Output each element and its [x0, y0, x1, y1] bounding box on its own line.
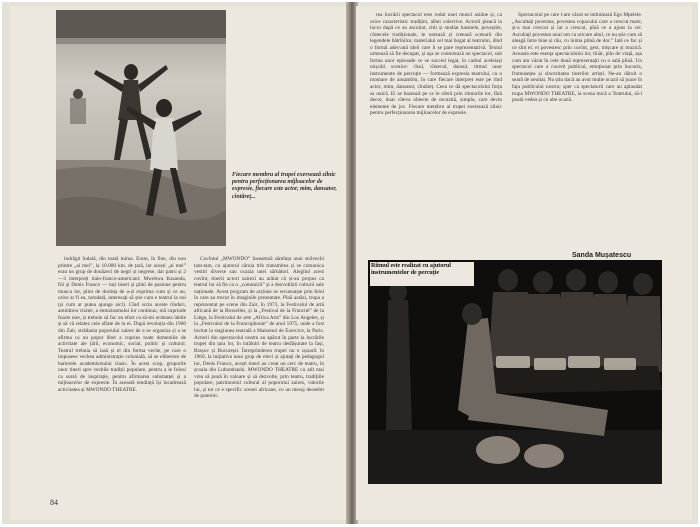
drum-photo-caption: Ritmul este realizat cu ajutorul instrumentelor de percuție [370, 262, 474, 286]
children-photo [56, 10, 226, 246]
left-page [10, 6, 348, 520]
author-signature: Sanda Mușatescu [572, 252, 632, 259]
left-column-2 [194, 256, 324, 516]
right-page [356, 6, 692, 520]
left-column-1 [58, 256, 186, 488]
right-column-1 [370, 12, 502, 256]
left-column-2-text: Cuvîntul „MWONDO” înseamnă sămînța unui străvechi tam-tam, cu ajutorul căruia trib transmitea și se comunica vestiri diverse sau ocazia unei sărbători. Alegînd acest cuvînt, tinerii actori zairezi au arătat că și-au propus ca teatrul lor să fie ca o „comunică” și a dezvoltării culturii sale naționale. Acest program de acțiune se recunoaște prin felul în care au trecut în imaginile prezentate. Pînă astăzi, trupa a reprezentat pe scene din Zair, în 1973, la Festivalul de artă africană de la Bruxelles, și la „Festival de la Francité” de la Liège, la Festivalul de arte „Africa Arts” din Los Angeles, și la „Festivalul de la Francophonie” de anul 1975, unde a fost invitat la stagiunea teatrală a Maisonul de Exercice, la Paris. Actorii din spectacolul nostru au apărut în parte la lucrările trupei din țara lor, în intâlniri de teatru desfășurate la Iași, Brașov și București. Întreprinderea trupei nu e ușoară: în 1960, la inițiativa unui grup de elevi și ajutați de pedagogul lor, Denis Franco, acești tineri au creat un cerc de teatru, în școala din Lubumbashi. MWONDO THEATRE cu atît mai vrea să pună în valoare și să dezvolte, prin teatru, tradițiile populare, patrimoniul cultural al poporului zairez, valorile lui, și tot ce e specific scenei africane, cu un mesaj deosebit de puternic. [194, 256, 324, 400]
children-photo-image [56, 10, 226, 246]
dancers-photo-image [368, 260, 662, 484]
page-number: 84 [50, 498, 58, 507]
right-column-2-text: Spectacolul pe care l-am văzut se intitulează Ego Mpelele. „Ascultați povestea, povestea copacului care a crescut mare, și-a mai crescut și iar a crescut, pînă ce a ajuns la cer. Ascultați povestea unui om ca oricare altul, ce nu știe cum să aleagă între bine și rău, cu inima plină de dor.” Iată ce fac și ce sînt ei: ei povestesc prin cuvînt, gest, mișcare și muzică. Aceasta este esența spectacolului lor, tînăr, plin de viață, așa cum am văzut în cele două reprezentații cu o sală plină. Un spectacol care a cucerit publicul, emoționat prin bucuria, frumusețea și sinceritatea tinerilor artiști. Ne-au dăruit o seară de neuitat. Nu știu dacă au avut multe ocazii să joace în fața publicului nostru; sper ca spectatorii care au aplaudat trupa MWONDO THEATRE, la scena mică a Teatrului, să-l poată vedea și cu alte ocazii. [512, 12, 642, 104]
left-column-1-text: indrăgit îndată, din toată inima. Eram, în fine, din nou printre „ai mei”, la 10.000 km. de țară, iar acești „ai mei” erau un grup de douăzeci de negri și negrese, dar patru și 2—3 interpreți italo-franco-americani: Mwebwa Kasanda, fiii și Denis Franco — toți tineri și plini de pasiune pentru munca lor, plini de dorința de a-și exprima cum și ce au, orice ar fi ea, totodată, interesați să știe cum e teatrul la noi (și cum ar putea ajunge aici). Cînd scriu aceste rînduri, amintirea vizitei, a entuziasmului lor continuu, mă cuprinde foarte tare, și trebuie să fac un efort ca să-mi ordonez ideile și să vă relatez cele aflate de la ei. După revoluția din 1960 din Zair, strădania poporului zairez de a se organiza și a se afirma ca un popor liber a cuprins toate domeniile de activitate ale țării, economic, social, politic și cultural. Teatrul trebuia să iasă și el din forma veche, pe care o impusese vechea administrație colonială, să se elibereze de barierele academismului clasic. În acest scop, grupurile unor tineri spre vechile tradiții populare, pentru a le folosi ca sursă de inspirație, pentru afirmarea substanței și a mijloacelor de expresie. În această tendință își încadrează activitatea și MWONDO THEATRE. [58, 256, 186, 393]
right-column-2 [512, 12, 642, 240]
right-column-1-text: rea lucrării spectacol este rodul unei munci asidue și, ca orice caracteristic tradiției, albei colective. Actorii pleacă la lucru după ce au ascultat, citit și studiat basmele, poveștile, cîntecele tradiționale, le notează și creează scenarii din legendele bătrînilor, materialul cel mai bogat al teatrului, dînd o formă adecvată ideii care li se pare reprezentativă. Textul urmează să fie decupat, și așa se conturează un spectacol, sub forma unor episoade ce se succed legat, în cadrul aceleiași mișcări scenice: rîsul, cîntecul, dansul, ritmul unor instrumente de percuție — formează expresia teatrului, cu o montare de ansamblu, în care fiecare interpret este pe rînd actor, mim, dansator, cîntăreț. Ceea ce dă spectacolului forța sa unică. Ei se bazează pe ce le oferă prin ritmurile lor, fără decor, doar cîteva obiecte de recuzită, simplu, care devin elemente de joc. Fiecare membru al trupei exersează zilnic pentru perfecționarea mijloacelor de expresie. [370, 12, 502, 117]
dancers-photo [368, 260, 662, 484]
book-spread [2, 2, 698, 524]
photo-caption: Fiecare membru al trupei exersează zilnic pentru perfecționarea mijloacelor de expresie, fiecare este actor, mim, dansator, cîntăreț... [232, 172, 337, 200]
